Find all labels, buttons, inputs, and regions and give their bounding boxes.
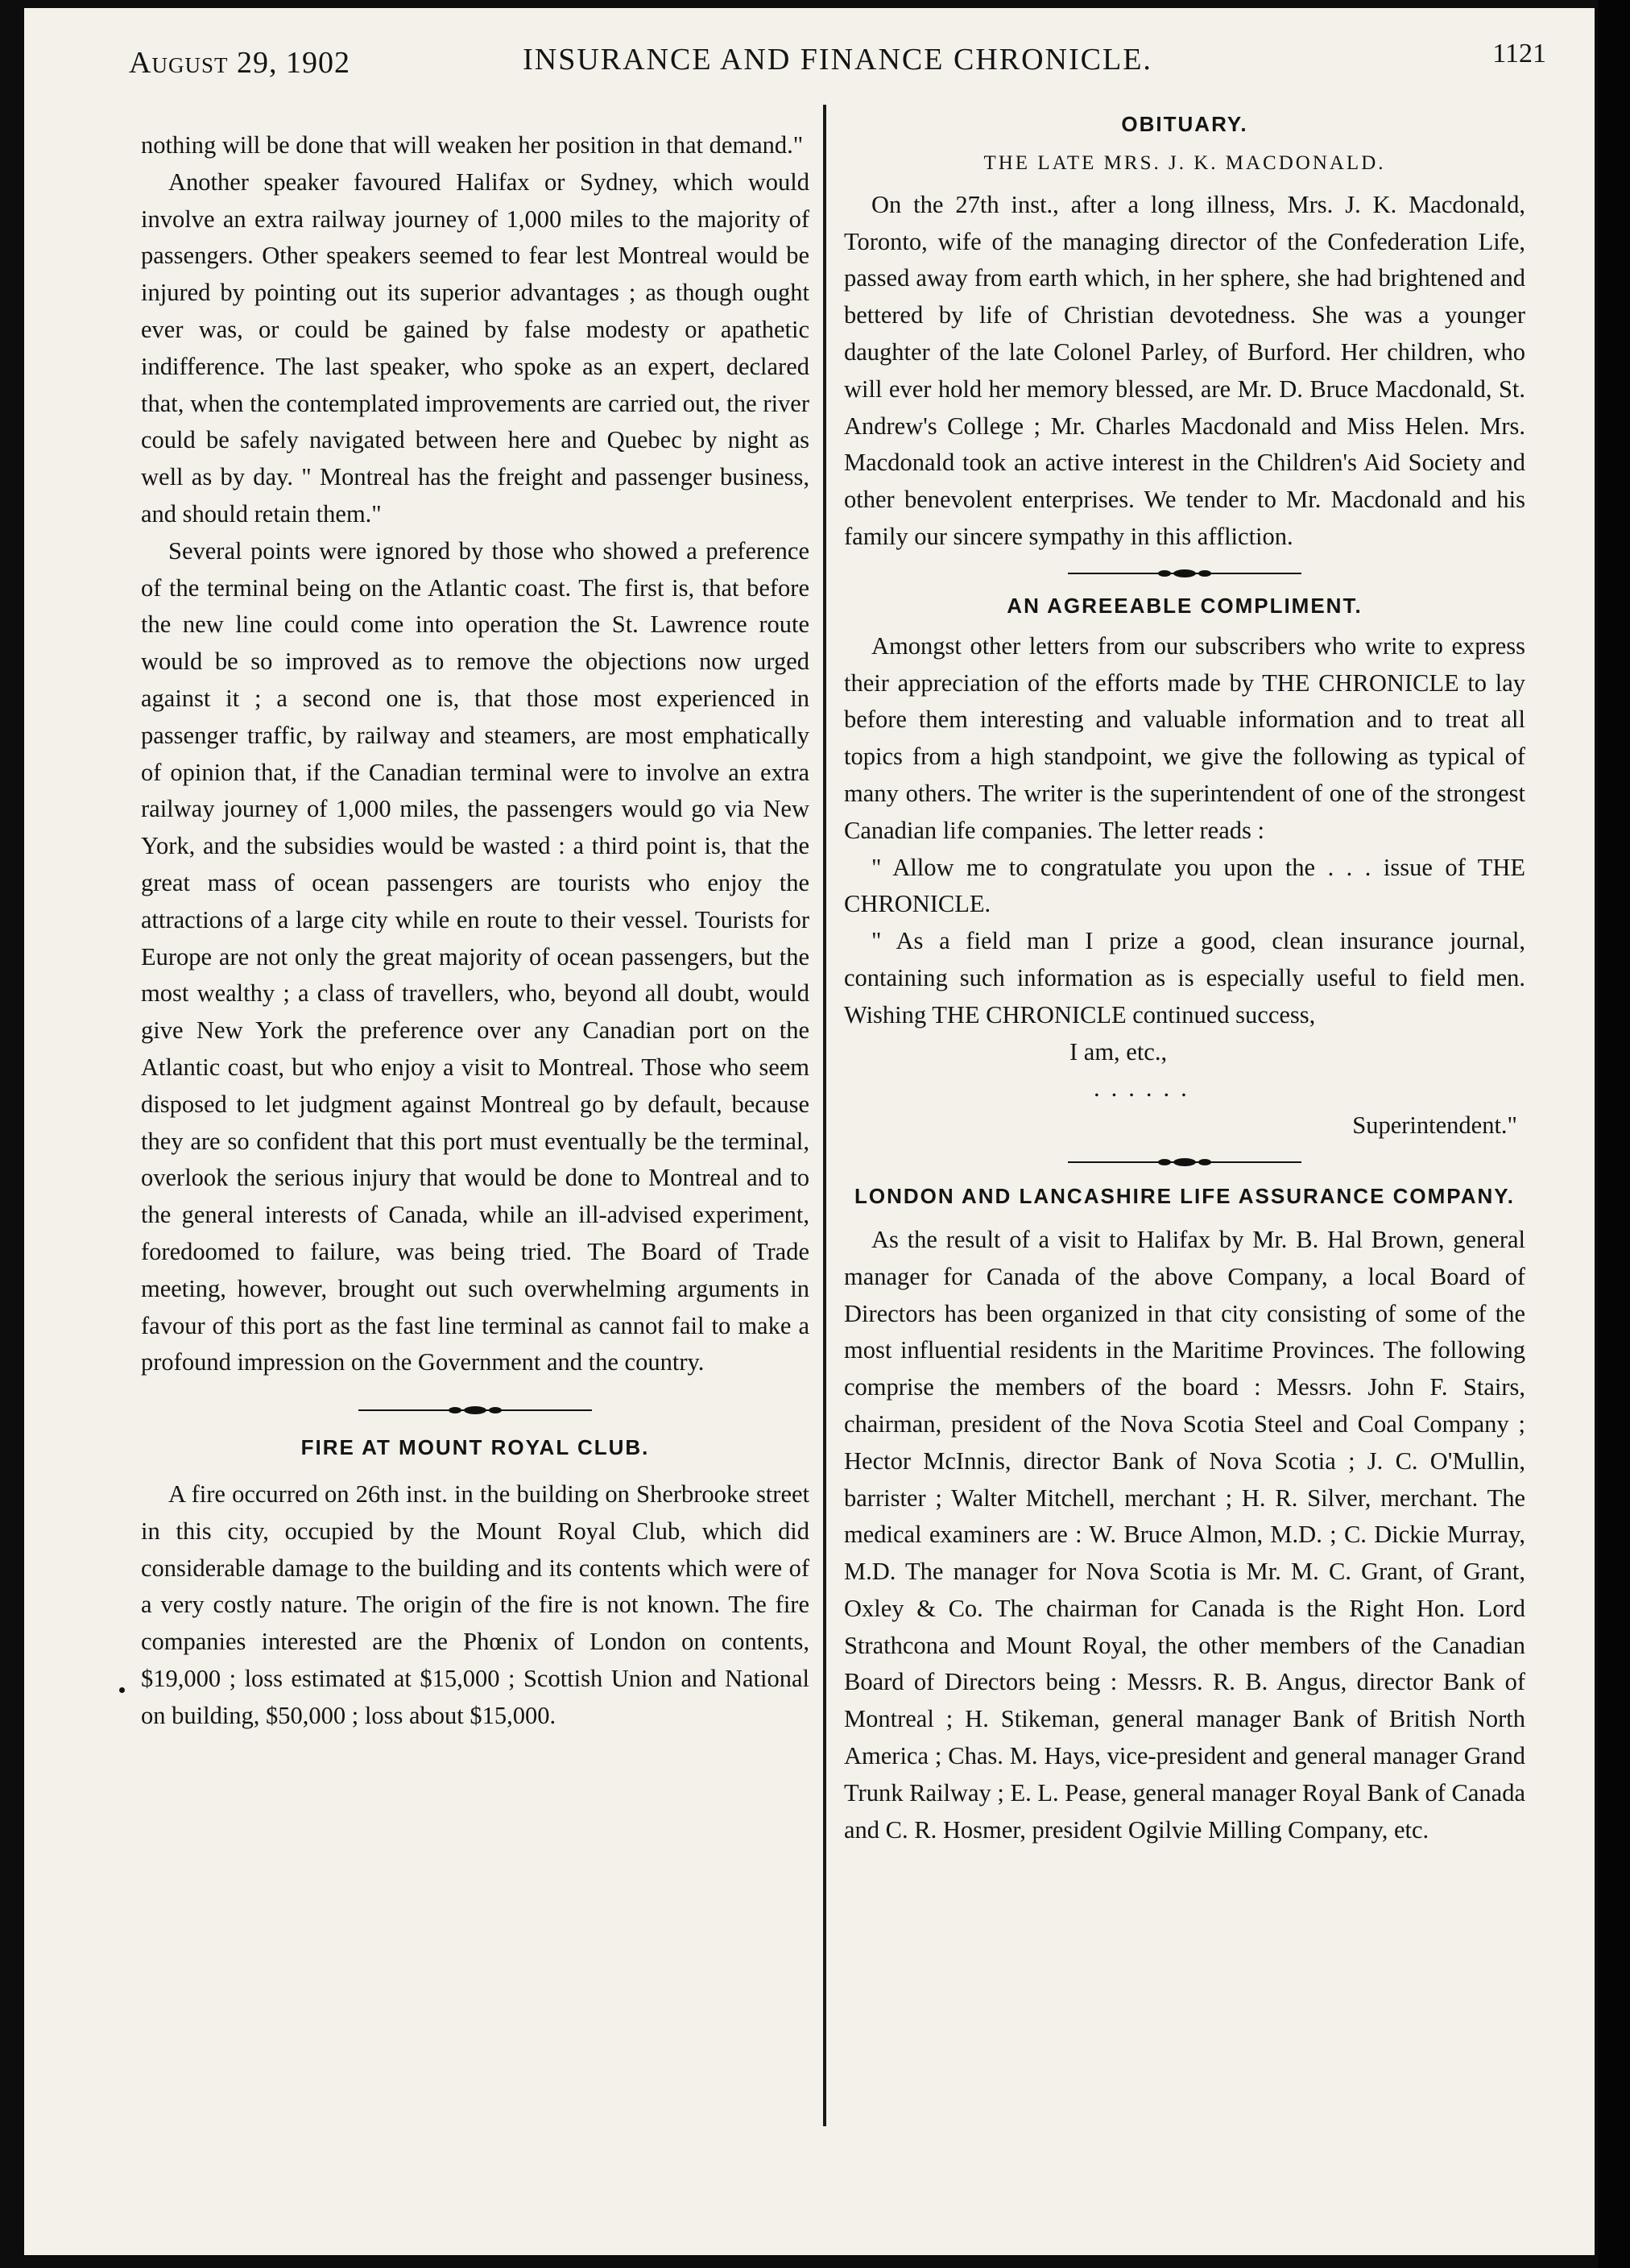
letter-signature: Superintendent." [1352,1111,1517,1140]
fire-article-text: A fire occurred on 26th inst. in the building on Sherbrooke street in this city, occupied by the Mount Royal Club, which did considerable damage to the building and its contents which were of a very costly nature. The origin of the fire is not known. The fire companies interested are the Phœnix of London on contents, $19,000 ; loss estimated at $15,000 ; Scottish Union and National on building, $50,000 ; loss about $15,000. [141,1480,809,1729]
london-lancashire-heading: LONDON AND LANCASHIRE LIFE ASSURANCE COMPANY. [854,1183,1515,1208]
margin-mark [119,1687,125,1693]
ornament-rule-icon [1068,565,1301,581]
obituary-text: On the 27th inst., after a long illness, Mrs. J. K. Macdonald, Toronto, wife of the managing director of the Confederation Life, passed away from earth which, in her sphere, she had brightened and bettered by life of Christian devotedness. She was a younger daughter of the late Colonel Parley, of Burford. Her children, who will ever hold her memory blessed, are Mr. D. Bruce Macdonald, St. Andrew's College ; Mr. Charles Macdonald and Miss Helen. Mrs. Macdonald took an active interest in the Children's Aid Society and other benevolent enterprises. We tender to Mr. Macdonald and his family our sincere sympathy in this affliction. [844,190,1525,550]
letter-quote-2: " As a field man I prize a good, clean insurance journal, containing such information as is especially useful to field men. Wishing THE CHRONICLE continued success, [844,927,1525,1028]
london-lancashire-text: As the result of a visit to Halifax by Mr. B. Hal Brown, general manager for Canada of the above Company, a local Board of Directors has been organized in that city consisting of some of the most influential residents in the Maritime Provinces. The following comprise the members of the board : Messrs. John F. Stairs, chairman, president of the Nova Scotia Steel and Coal Company ; Hector McInnis, director Bank of Nova Scotia ; J. C. O'Mullin, barrister ; Walter Mitchell, merchant ; H. R. Silver, merchant. The medical examiners are : W. Bruce Almon, M.D. ; C. Dickie Murray, M.D. The manager for Nova Scotia is Mr. M. C. Grant, of Grant, Oxley & Co. The chairman for Canada is the Right Hon. Lord Strathcona and Mount Royal, the other members of the Canadian Board of Directors being : Messrs. R. B. Angus, director Bank of Montreal ; H. Stikeman, general manager Bank of British North America ; Chas. M. Hays, vice-president and general manager Grand Trunk Railway ; E. L. Pease, general manager Royal Bank of Canada and C. R. Hosmer, president Ogilvie Milling Company, etc. [844,1225,1525,1844]
column-divider [823,105,826,2126]
page-number: 1121 [1492,39,1546,68]
letter-dots: ...... [1094,1074,1198,1103]
book-spine-edge [1598,0,1630,2268]
left-column [141,127,809,1735]
section-ornament [844,1148,1525,1177]
newspaper-page [24,8,1595,2255]
fire-heading: FIRE AT MOUNT ROYAL CLUB. [300,1435,650,1460]
compliment-heading: AN AGREEABLE COMPLIMENT. [1007,593,1363,618]
letter-quote-1: " Allow me to congratulate you upon the . . . issue of THE CHRONICLE. [844,853,1525,918]
section-ornament [141,1396,809,1425]
publication-title: INSURANCE AND FINANCE CHRONICLE. [523,43,1152,77]
article-paragraph: Several points were ignored by those who showed a preference of the terminal being on the Atlantic coast. The first is, that before the new line could come into operation the St. Lawrence route would be so improved as to remove the objections now urged against it ; a second one is, that those most experienced in passenger traffic, by railway and steamers, are most emphatically of opinion that, if the Canadian terminal were to involve an extra railway journey of 1,000 miles, the passengers would go via New York, and the subsidies would be wasted : a third point is, that the great mass of ocean passengers are tourists who enjoy the attractions of a large city while en route to their vessel. Tourists for Europe are not only the great majority of ocean passengers, but the most wealthy ; a class of travellers, who, beyond all doubt, would give New York the preference over any Canadian port on the Atlantic coast, but who enjoy a visit to Montreal. Those who seem disposed to let judgment against Montreal go by default, because they are so confident that this port must eventually be the terminal, overlook the serious injury that would be done to Montreal and to the general interests of Canada, while an ill-advised experiment, foredoomed to failure, was being tried. The Board of Trade meeting, however, brought out such overwhelming arguments in favour of this port as the fast line terminal as cannot fail to make a profound impression on the Government and the country. [141,536,809,1376]
compliment-intro: Amongst other letters from our subscribers who write to express their appreciation of the efforts made by THE CHRONICLE to lay before them interesting and valuable information and to treat all topics from a high standpoint, we give the following as typical of many others. The writer is the superintendent of one of the strongest Canadian life companies. The letter reads : [844,631,1525,844]
letter-signoff: I am, etc., [1069,1037,1168,1066]
right-column [844,110,1525,1848]
issue-date: August 29, 1902 [129,46,350,80]
obituary-subheading: THE LATE MRS. J. K. MACDONALD. [983,152,1386,174]
article-paragraph: Another speaker favoured Halifax or Sydney, which would involve an extra railway journey of 1,000 miles to the majority of passengers. Other speakers seemed to fear lest Montreal would be injured by pointing out its superior advantages ; as though ought ever was, or could be gained by false modesty or apathetic indifference. The last speaker, who spoke as an expert, declared that, when the contemplated improvements are carried out, the river could be safely navigated between here and Quebec by night as well as by day. " Montreal has the freight and passenger business, and should retain them." [141,168,809,528]
article-continued-paragraph: nothing will be done that will weaken her position in that demand." [141,131,804,159]
obituary-heading: OBITUARY. [1121,112,1248,136]
ornament-rule-icon [358,1402,592,1418]
ornament-rule-icon [1068,1154,1301,1170]
page-header [129,35,1546,84]
section-ornament [844,559,1525,588]
